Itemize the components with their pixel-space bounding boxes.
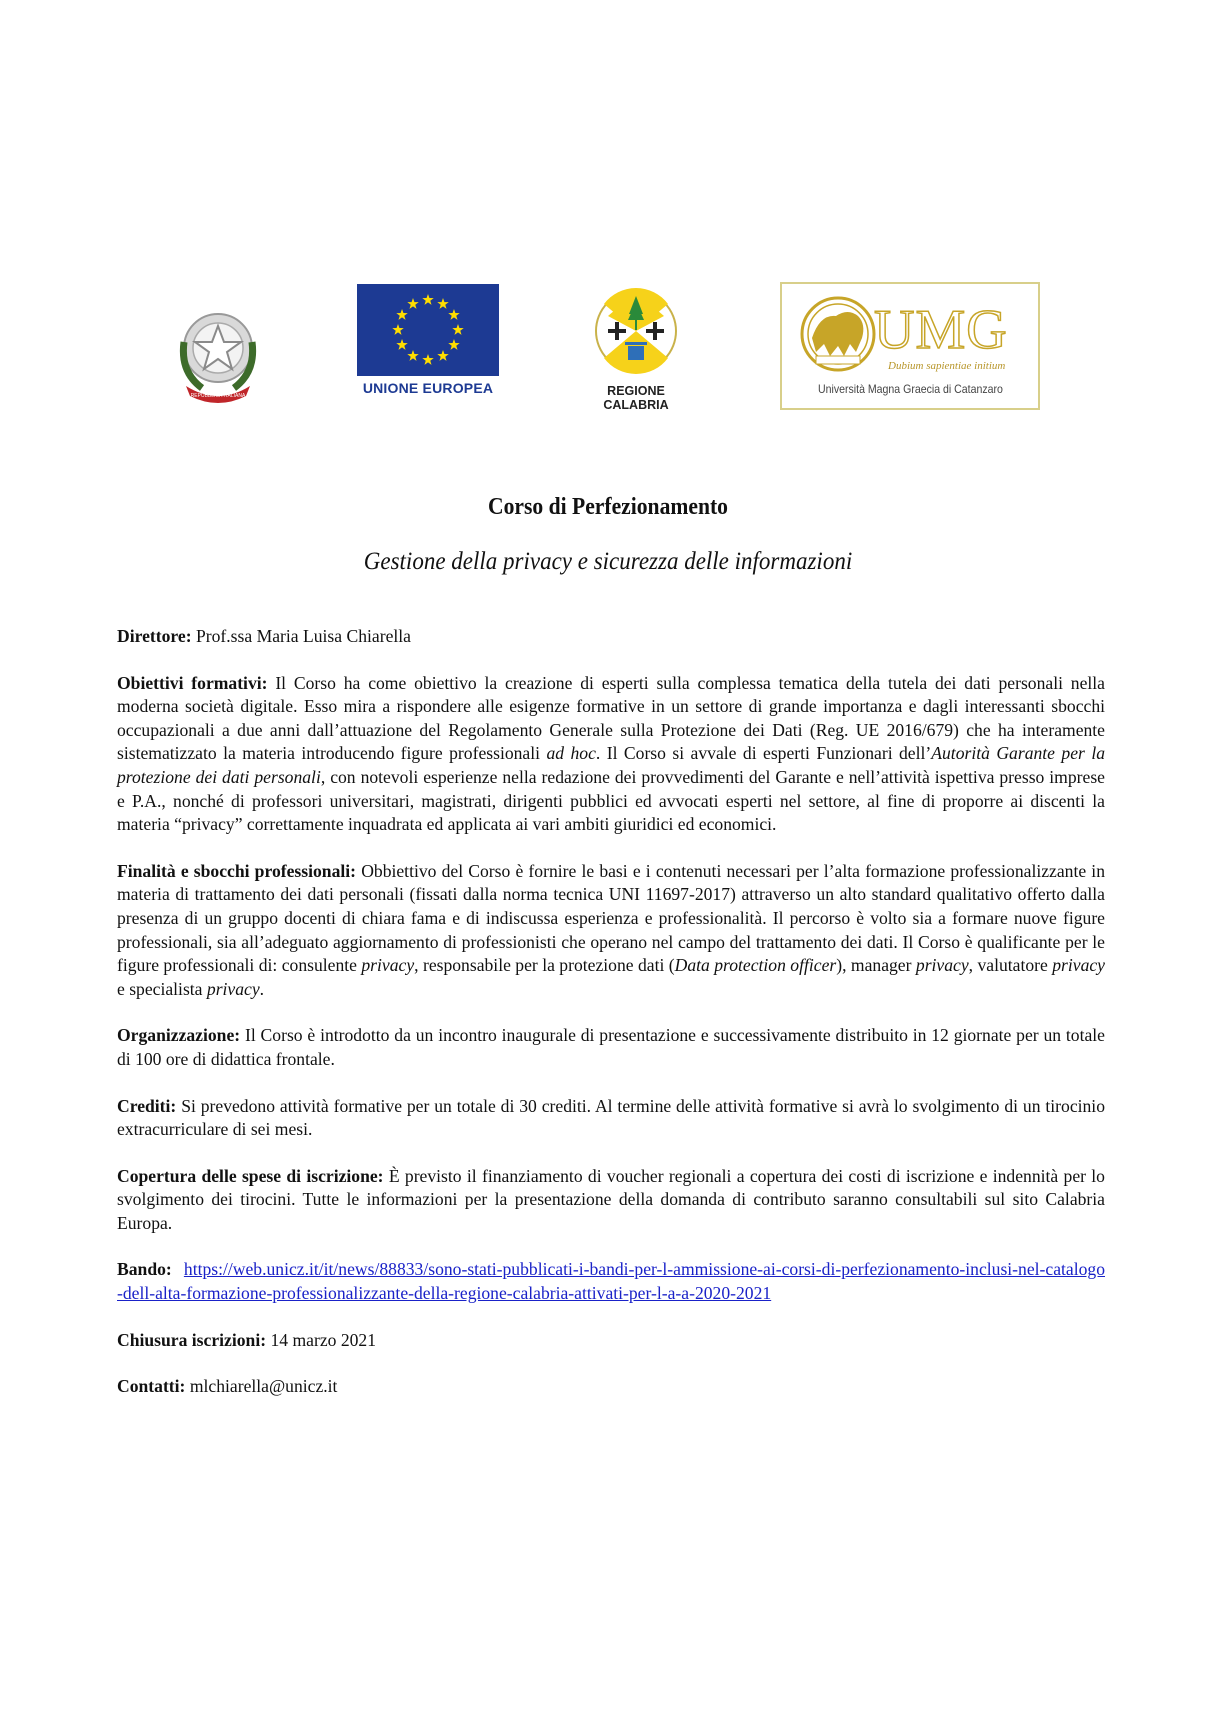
eu-star-icon <box>422 354 433 365</box>
section-obiettivi <box>117 672 1105 837</box>
eu-flag <box>357 284 499 376</box>
eu-star-icon <box>407 298 418 309</box>
umg-logo <box>780 282 1040 410</box>
section-direttore <box>117 625 1105 649</box>
finalita-text-4: , valutatore <box>968 955 1053 976</box>
italian-republic-emblem <box>172 302 264 404</box>
umg-seal-icon <box>796 294 886 384</box>
finalita-italic-4: privacy <box>1052 955 1105 976</box>
calabria-crest-icon <box>578 286 694 376</box>
umg-mark: UMG <box>874 299 1008 361</box>
copertura-text: È previsto il finanziamento di voucher regionali a copertura dei costi di iscrizione e indennità per lo svolgimento dei tirocini. Tutte le informazioni per la presentazione della domanda di contributo saranno consultabili sul sito Calabria Europa. <box>117 1165 1105 1233</box>
page-title: Corso di Perfezionamento <box>488 494 728 520</box>
regione-calabria-logo <box>578 286 694 412</box>
eu-star-icon <box>422 294 433 305</box>
chiusura-label: Chiusura iscrizioni: <box>117 1329 267 1350</box>
umg-university-name: Università Magna Graecia di Catanzaro <box>818 382 1003 396</box>
bando-label: Bando: <box>117 1259 172 1280</box>
page-subtitle: Gestione della privacy e sicurezza delle informazioni <box>363 548 853 575</box>
eu-star-icon <box>448 339 459 350</box>
contatti-email: mlchiarella@unicz.it <box>189 1376 338 1397</box>
obiettivi-text-1: Il Corso ha come obiettivo la creazione di esperti sulla complessa tematica della tutela dei dati personali nella moderna società digitale. Esso mira a rispondere alle esigenze formative in un settore di grande importanza e dagli interessanti sbocchi occupazionali a due anni dall’attuazione del Regolamento Generale sulla Protezione dei Dati (Reg. UE 2016/679) che ha interamente sistematizzato la materia introducendo figure professionali <box>117 672 1105 764</box>
section-crediti <box>117 1095 1105 1142</box>
obiettivi-label: Obiettivi formativi: <box>117 672 268 693</box>
finalita-text-5: e specialista <box>117 978 207 999</box>
eu-star-icon <box>437 350 448 361</box>
section-organizzazione <box>117 1024 1105 1071</box>
section-bando <box>117 1258 1105 1305</box>
finalita-text-1: Obbiettivo del Corso è fornire le basi e i contenuti necessari per l’alta formazione professionalizzante in materia di trattamento dei dati personali (fissati dalla norma tecnica UNI 11697-2017) attraverso un alto standard qualitativo offerto dalla presenza di un gruppo docenti di chiara fama e di indiscussa esperienza e professionalità. Il percorso è volto sia a formare nuove figure professionali, sia all’adeguato aggiornamento di professionisti che operano nel campo del trattamento dei dati. Il Corso è qualificante per le figure professionali di: consulente <box>117 860 1105 976</box>
eu-star-icon <box>437 298 448 309</box>
logos-row <box>0 280 1216 430</box>
eu-caption: UNIONE EUROPEA <box>362 380 494 396</box>
finalita-text-6: . <box>259 978 265 999</box>
crediti-label: Crediti: <box>117 1095 177 1116</box>
emblem-icon <box>172 302 264 404</box>
chiusura-date: 14 marzo 2021 <box>270 1329 377 1350</box>
italy-emblem-text: REPUBBLICA ITALIANA <box>190 393 246 399</box>
calabria-caption: REGIONE CALABRIA <box>603 384 669 412</box>
copertura-label: Copertura delle spese di iscrizione: <box>117 1165 384 1186</box>
eu-stars-icon <box>357 284 499 376</box>
section-chiusura <box>117 1329 1105 1353</box>
finalita-italic-2: Data protection officer <box>674 955 837 976</box>
obiettivi-italic-1: ad hoc <box>546 743 596 764</box>
obiettivi-italic-2: Autorità Garante per la protezione dei dati personali <box>117 743 1106 787</box>
organizzazione-text: Il Corso è introdotto da un incontro inaugurale di presentazione e successivamente distribuito in 12 giornate per un totale di 100 ore di didattica frontale. <box>117 1025 1105 1069</box>
crediti-text: Si prevedono attività formative per un totale di 30 crediti. Al termine delle attività formative si avrà lo svolgimento di un tirocinio extracurriculare di sei mesi. <box>117 1095 1105 1140</box>
eu-logo <box>357 284 499 400</box>
finalita-italic-5: privacy <box>206 978 260 999</box>
obiettivi-text-2: . Il Corso si avvale di esperti Funzionari dell’ <box>595 743 932 764</box>
direttore-label: Direttore: <box>117 626 192 646</box>
section-contatti <box>117 1375 1105 1399</box>
finalita-italic-1: privacy <box>361 955 415 976</box>
finalita-text-2: , responsabile per la protezione dati ( <box>414 955 675 976</box>
organizzazione-label: Organizzazione: <box>117 1025 241 1046</box>
eu-star-icon <box>396 309 407 320</box>
obiettivi-text-3: , con notevoli esperienze nella redazione dei provvedimenti del Garante e nell’attività ispettiva presso imprese e P.A., nonché di professori universitari, magistrati, dirigenti pubblici ed avvocati esperti nel settore, al fine di proporre ai discenti la materia “privacy” correttamente inquadrata ed applicata ai vari ambiti giuridici ed economici. <box>117 766 1105 835</box>
section-copertura <box>117 1165 1105 1236</box>
document-body <box>117 625 1105 1422</box>
eu-star-icon <box>392 324 403 335</box>
eu-star-icon <box>407 350 418 361</box>
finalita-label: Finalità e sbocchi professionali: <box>117 860 357 881</box>
eu-star-icon <box>452 324 463 335</box>
eu-star-icon <box>396 339 407 350</box>
contatti-label: Contatti: <box>117 1376 186 1397</box>
bando-link[interactable]: https://web.unicz.it/it/news/88833/sono-stati-pubblicati-i-bandi-per-l-ammissione-ai-corsi-di-perfezionamento-inclusi-nel-catalogo-dell-alta-formazione-professionalizzante-della-regione-calabria-attivati-per-l-a-a-2020-2021 <box>117 1259 1105 1304</box>
eu-star-icon <box>448 309 459 320</box>
direttore-value: Prof.ssa Maria Luisa Chiarella <box>195 626 411 646</box>
finalita-italic-3: privacy <box>915 955 969 976</box>
umg-motto: Dubium sapientiae initium <box>888 360 1006 372</box>
section-finalita <box>117 860 1105 1002</box>
finalita-text-3: ), manager <box>836 955 916 976</box>
